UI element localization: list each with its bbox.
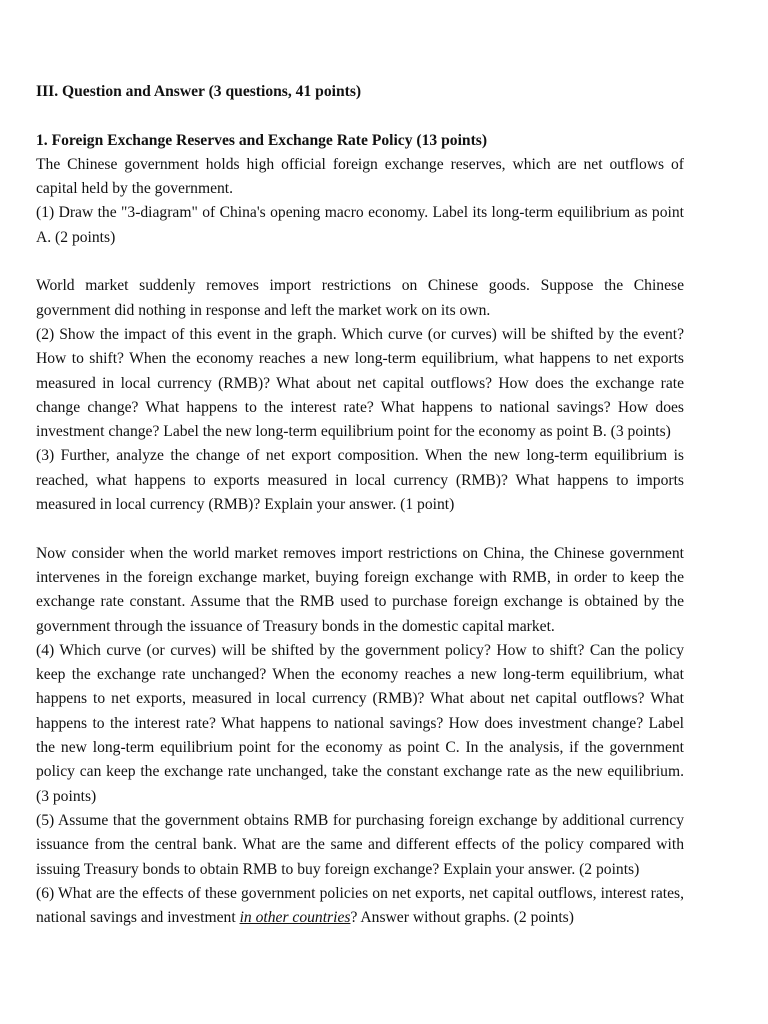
question-1-part-3: (3) Further, analyze the change of net export composition. When the new long-term equilibrium is reached, what happens to exports measured in local currency (RMB)? What happens to imports measured in local currency (RMB)? Explain your answer. (1 point) <box>36 447 684 514</box>
scenario-1-paragraph: World market suddenly removes import restrictions on Chinese goods. Suppose the Chinese government did nothing in response and left the market work on its own. <box>36 277 684 319</box>
document-page <box>36 80 684 930</box>
scenario-2-paragraph: Now consider when the world market removes import restrictions on China, the Chinese government intervenes in the foreign exchange market, buying foreign exchange with RMB, in order to keep the exchange rate constant. Assume that the RMB used to purchase foreign exchange is obtained by the government through the issuance of Treasury bonds in the domestic capital market. <box>36 544 684 635</box>
question-1-part-4: (4) Which curve (or curves) will be shifted by the government policy? How to shift? Can the policy keep the exchange rate unchanged? When the economy reaches a new long-term equilibrium, what happens to net exports, measured in local currency (RMB)? What about net capital outflows? What happens to the interest rate? What happens to national savings? How does investment change? Label the new long-term equilibrium point for the economy as point C. In the analysis, if the government policy can keep the exchange rate unchanged, take the constant exchange rate as the new equilibrium. (3 points) <box>36 641 684 805</box>
question-1-part-2: (2) Show the impact of this event in the graph. Which curve (or curves) will be shifted by the event? How to shift? When the economy reaches a new long-term equilibrium, what happens to net exports measured in local currency (RMB)? What about net capital outflows? How does the exchange rate change change? What happens to the interest rate? What happens to national savings? How does investment change? Label the new long-term equilibrium point for the economy as point B. (3 points) <box>36 325 684 441</box>
spacer <box>36 250 684 274</box>
question-1-part-1: (1) Draw the "3-diagram" of China's opening macro economy. Label its long-term equilibrium as point A. (2 points) <box>36 204 684 246</box>
question-1-intro: The Chinese government holds high official foreign exchange reserves, which are net outflows of capital held by the government. <box>36 155 684 198</box>
question-1-title: 1. Foreign Exchange Reserves and Exchange Rate Policy (13 points) <box>36 131 488 149</box>
question-1-part-6 <box>36 882 684 931</box>
part-6-text-before: (6) What are the effects of these government policies on net exports, net capital outflows, interest rates, national savings and investment <box>36 884 684 927</box>
question-1-part-5: (5) Assume that the government obtains RMB for purchasing foreign exchange by additional currency issuance from the central bank. What are the same and different effects of the policy compared with issuing Treasury bonds to obtain RMB to buy foreign exchange? Explain your answer. (2 points) <box>36 811 684 878</box>
spacer <box>36 104 684 128</box>
part-6-emphasis: in other countries <box>239 909 351 927</box>
section-title: III. Question and Answer (3 questions, 41 points) <box>36 83 362 100</box>
part-6-text-after: ? Answer without graphs. (2 points) <box>350 909 574 927</box>
spacer <box>36 517 684 541</box>
